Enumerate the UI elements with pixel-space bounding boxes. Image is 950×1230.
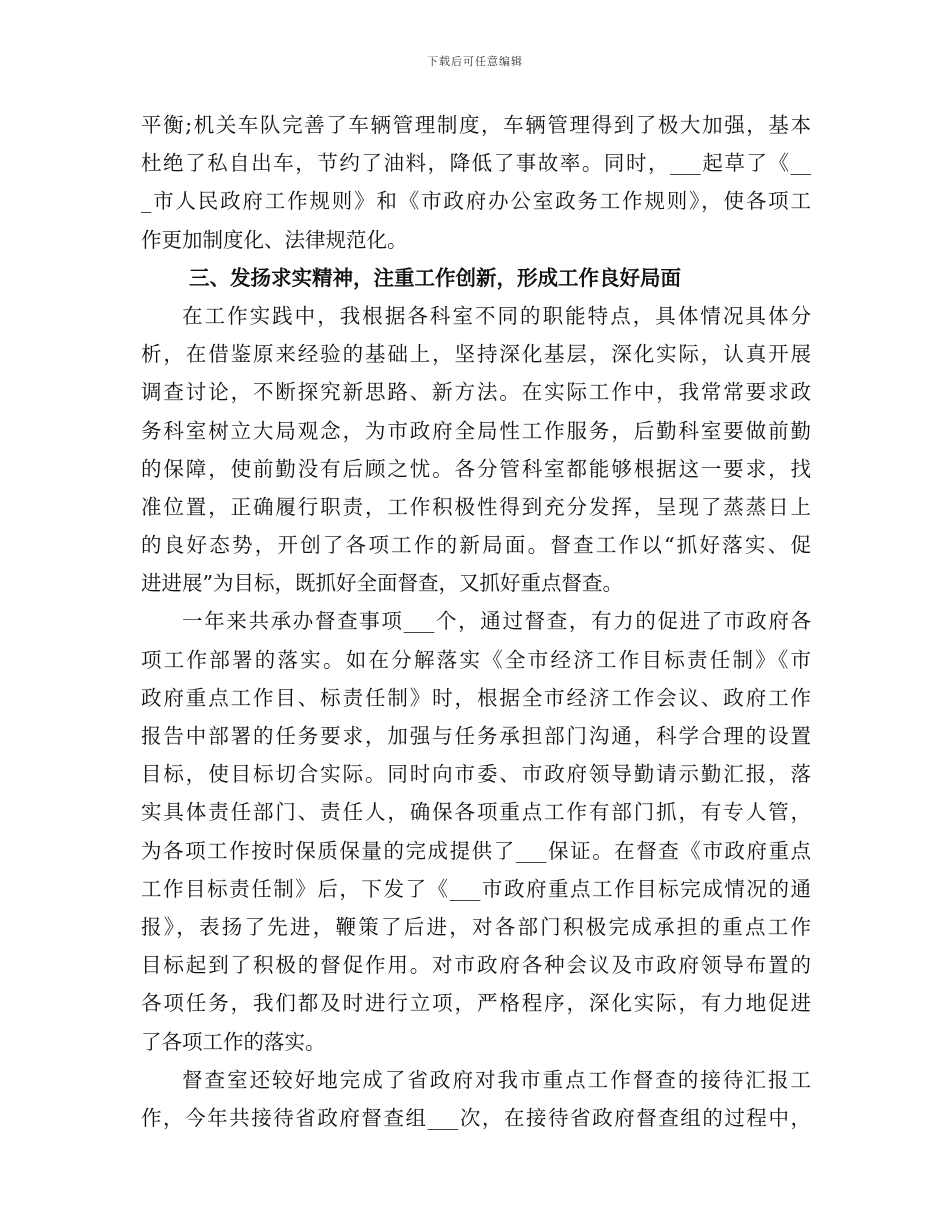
section-heading: 三、发扬求实精神，注重工作创新，形成工作良好局面: [189, 265, 681, 290]
text-line: 目标起到了积极的督促作用。对市政府各种会议及市政府领导布置的: [141, 953, 811, 978]
text-line: 杜绝了私自出车，节约了油料，降低了事故率。同时，___起草了《__: [141, 151, 811, 176]
text-line: 的良好态势，开创了各项工作的新局面。督查工作以“抓好落实、促: [141, 533, 811, 558]
text-line: 作更加制度化、法律规范化。: [141, 227, 408, 252]
text-line: 进进展”为目标，既抓好全面督查，又抓好重点督查。: [141, 571, 623, 596]
text-line: 了各项工作的落实。: [141, 1029, 326, 1054]
text-line: 析，在借鉴原来经验的基础上，坚持深化基层，深化实际，认真开展: [141, 342, 811, 367]
text-line: 的保障，使前勤没有后顾之忧。各分管科室都能够根据这一要求，找: [141, 456, 811, 481]
text-line: 政府重点工作目、标责任制》时，根据全市经济工作会议、政府工作: [141, 685, 811, 710]
text-line: 务科室树立大局观念，为市政府全局性工作服务，后勤科室要做前勤: [141, 418, 811, 443]
page-header: 下载后可任意编辑: [427, 55, 523, 68]
text-line: 工作目标责任制》后，下发了《___市政府重点工作目标完成情况的通: [141, 876, 811, 901]
text-line: 目标，使目标切合实际。同时向市委、市政府领导勤请示勤汇报，落: [141, 762, 811, 787]
text-line: 准位置，正确履行职责，工作积极性得到充分发挥，呈现了蒸蒸日上: [141, 494, 811, 519]
text-line: 作，今年共接待省政府督查组___次，在接待省政府督查组的过程中，: [141, 1105, 811, 1130]
text-line: 项工作部署的落实。如在分解落实《全市经济工作目标责任制》《市: [141, 647, 811, 672]
text-line: 各项任务，我们都及时进行立项，严格程序，深化实际，有力地促进: [141, 991, 811, 1016]
text-line: 实具体责任部门、责任人，确保各项重点工作有部门抓，有专人管，: [141, 800, 811, 825]
text-line: 调查讨论，不断探究新思路、新方法。在实际工作中，我常常要求政: [141, 380, 811, 405]
text-line: 报告中部署的任务要求，加强与任务承担部门沟通，科学合理的设置: [141, 724, 811, 748]
text-line: 督查室还较好地完成了省政府对我市重点工作督查的接待汇报工: [182, 1067, 811, 1092]
document-body: [141, 106, 811, 1137]
text-line: 一年来共承办督查事项___个，通过督查，有力的促进了市政府各: [182, 609, 811, 634]
text-line: 为各项工作按时保质保量的完成提供了___保证。在督查《市政府重点: [141, 838, 811, 863]
text-line: _市人民政府工作规则》和《市政府办公室政务工作规则》，使各项工: [141, 189, 811, 214]
text-line: 在工作实践中，我根据各科室不同的职能特点，具体情况具体分: [182, 303, 811, 328]
text-line: 平衡;机关车队完善了车辆管理制度，车辆管理得到了极大加强，基本: [141, 113, 811, 137]
text-line: 报》，表扬了先进，鞭策了后进，对各部门积极完成承担的重点工作: [141, 914, 811, 939]
